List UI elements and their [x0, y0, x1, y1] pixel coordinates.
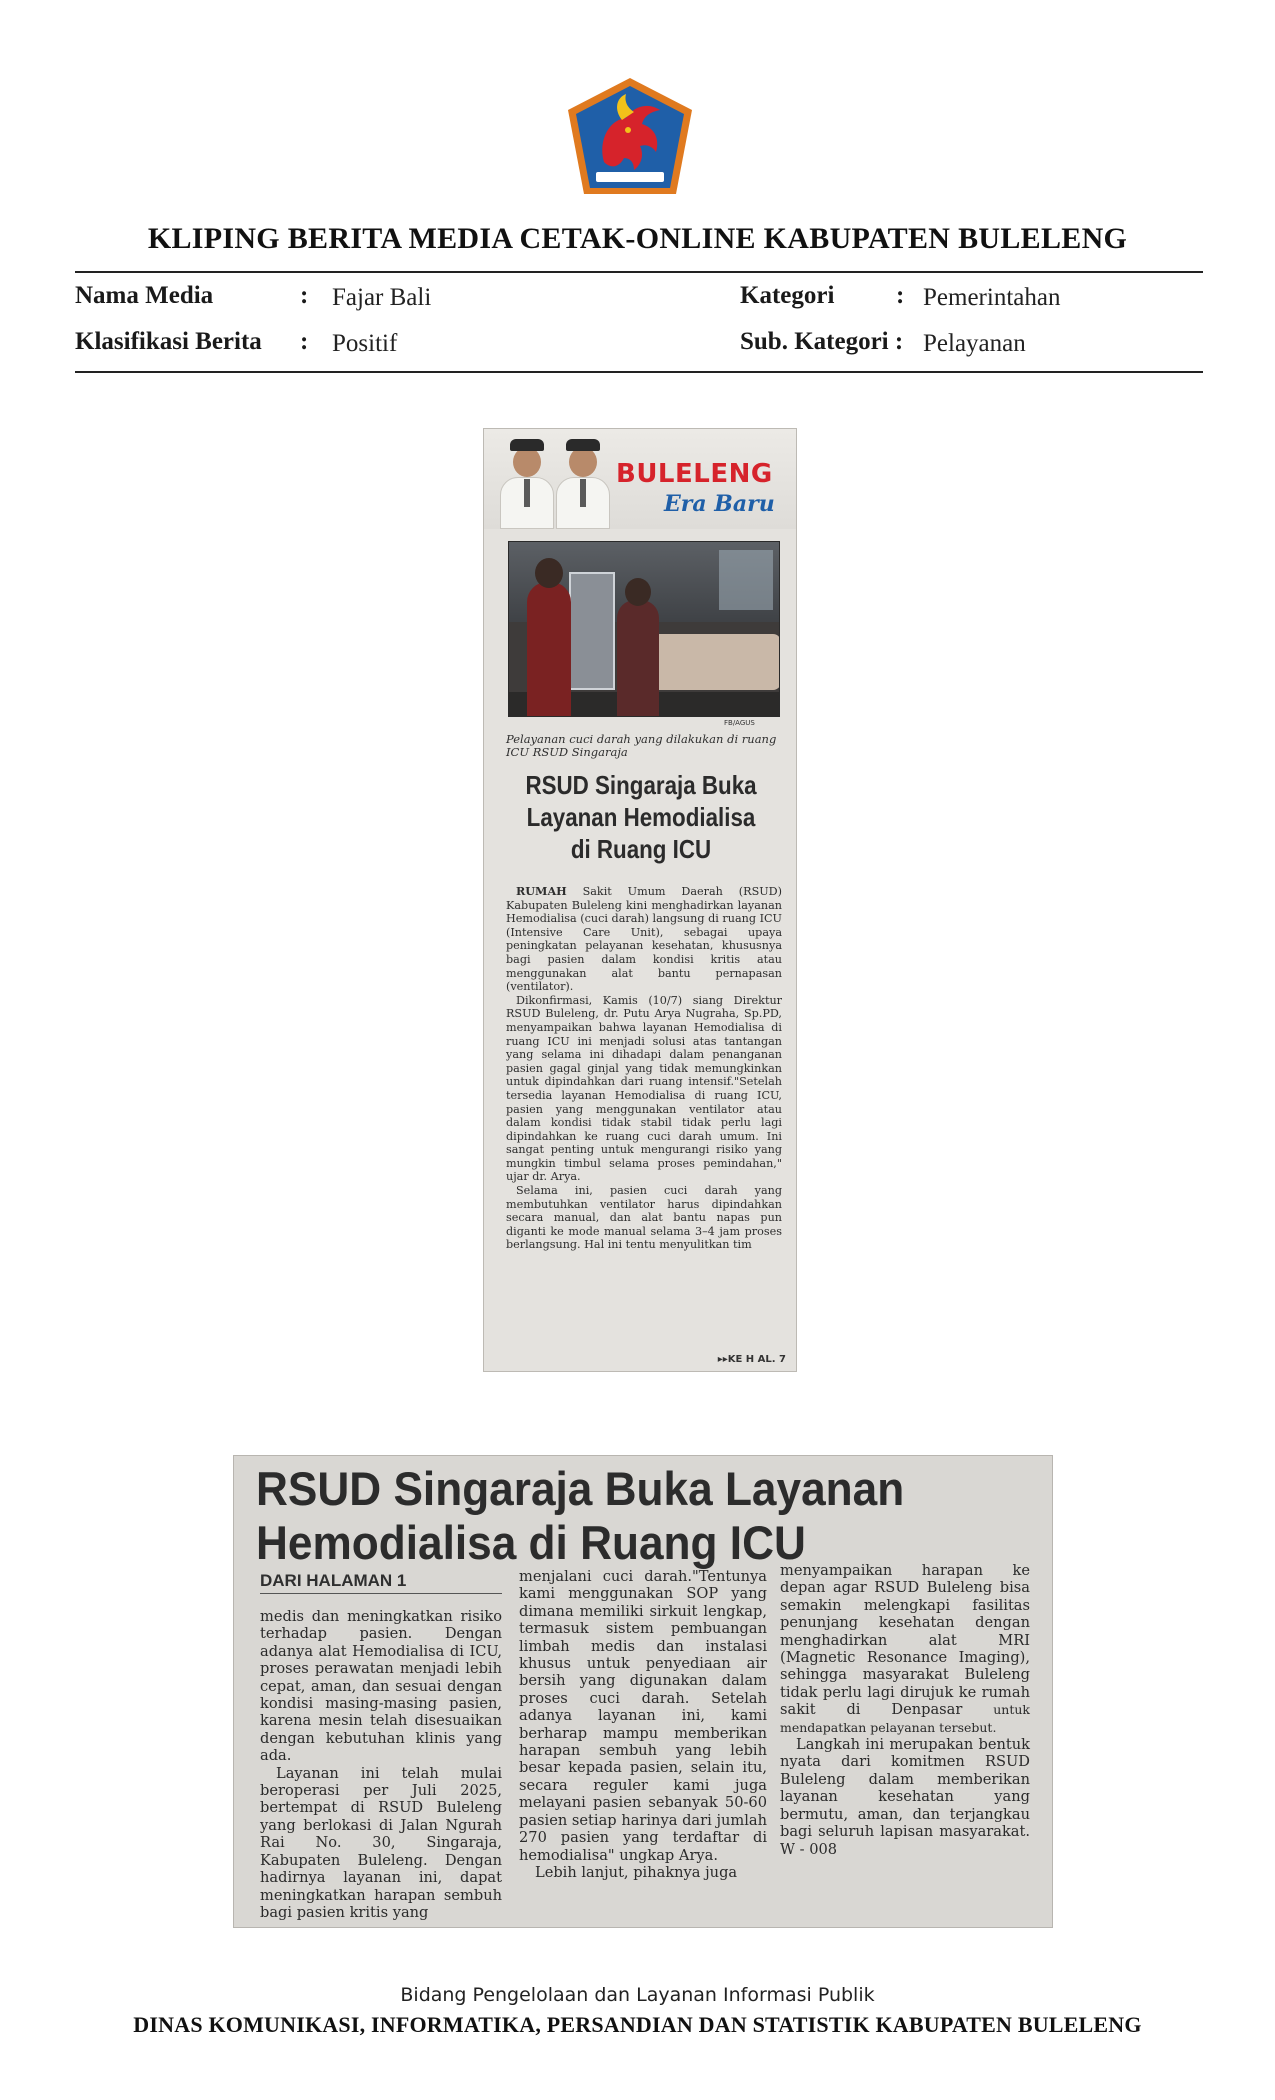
- kategori-label: Kategori: [740, 282, 835, 309]
- column-1-paragraph-2: Layanan ini telah mulai beroperasi per Juli 2025, bertempat di RSUD Buleleng yang berlokasi di Jalan Ngurah Rai No. 30, Singaraja, Kabupaten Buleleng. Dengan hadirnya layanan ini, dapat meningkatkan harapan sembuh bagi pasien kritis yang: [260, 1764, 502, 1921]
- masthead-subtitle: Era Baru: [664, 491, 775, 517]
- headline-line-2: Hemodialisa di Ruang ICU: [256, 1516, 806, 1569]
- article-headline: RSUD Singaraja Buka Layanan Hemodialisa di Ruang ICU: [525, 770, 757, 864]
- masthead-brand: BULELENG: [616, 459, 773, 489]
- newspaper-clipping-page-7: [233, 1455, 1053, 1928]
- klasifikasi-berita-separator: :: [300, 328, 309, 355]
- klasifikasi-berita-value: Positif: [332, 330, 398, 357]
- nama-media-value: Fajar Bali: [332, 284, 432, 311]
- nama-media-label: Nama Media: [75, 282, 214, 309]
- article-body: [506, 885, 782, 1252]
- continued-marker: ▸▸KE H AL. 7: [717, 1354, 786, 1365]
- icu-hemodialysis-photo: [508, 541, 780, 717]
- document-title: KLIPING BERITA MEDIA CETAK-ONLINE KABUPATEN BULELENG: [147, 222, 1128, 255]
- column-3-paragraph-1: menyampaikan harapan ke depan agar RSUD Buleleng bisa semakin melengkapi fasilitas penunjang kesehatan dengan menghadirkan alat MRI (Magnetic Resonance Imaging), sehingga masyarakat Buleleng tidak perlu lagi dirujuk ke rumah sakit di Denpasar: [780, 1562, 1030, 1719]
- column-3-small-text: untuk mendapatkan pelayanan tersebut.: [780, 1702, 1030, 1735]
- from-page-label: DARI HALAMAN 1: [260, 1571, 407, 1590]
- header-divider-bottom: [75, 371, 1203, 373]
- lead-word: RUMAH: [516, 884, 567, 898]
- column-2-paragraph-2: Lebih lanjut, pihaknya juga: [535, 1863, 738, 1881]
- footer-agency: DINAS KOMUNIKASI, INFORMATIKA, PERSANDIAN DAN STATISTIK KABUPATEN BULELENG: [133, 2012, 1142, 2037]
- nama-media-separator: :: [300, 282, 309, 309]
- kategori-separator: :: [896, 282, 905, 309]
- sub-kategori-label: Sub. Kategori :: [740, 328, 904, 355]
- headline-line-1: RSUD Singaraja Buka Layanan: [256, 1462, 905, 1515]
- article-paragraph-2: Dikonfirmasi, Kamis (10/7) siang Direktur RSUD Buleleng, dr. Putu Arya Nugraha, Sp.PD, menyampaikan bahwa layanan Hemodialisa di ruang ICU ini menjadi solusi atas tantangan yang selama ini dihadapi dalam penanganan pasien gagal ginjal yang tidak memungkinkan untuk dipindahkan dari ruang intensif."Setelah tersedia layanan Hemodialisa di ruang ICU, pasien yang menggunakan ventilator atau dalam kondisi tidak stabil tidak perlu lagi dipindahkan ke ruang cuci darah umum. Ini sangat penting untuk mengurangi risiko yang mungkin timbul selama proses pemindahan," ujar dr. Arya.: [506, 993, 782, 1184]
- article-column-3: [780, 1562, 1030, 1858]
- header-divider-top: [75, 271, 1203, 273]
- column-3-paragraph-2: Langkah ini merupakan bentuk nyata dari komitmen RSUD Buleleng dalam memberikan layanan kesehatan yang bermutu, aman, dan terjangkau bagi seluruh lapisan masyarakat. W - 008: [780, 1736, 1030, 1858]
- continuation-headline: [256, 1462, 970, 1570]
- photo-caption: Pelayanan cuci darah yang dilakukan di ruang ICU RSUD Singaraja: [506, 732, 777, 759]
- footer-division: Bidang Pengelolaan dan Layanan Informasi Publik: [400, 1984, 875, 2006]
- article-column-1: [260, 1608, 502, 1921]
- newspaper-clipping-page-1: [483, 428, 797, 1372]
- buleleng-emblem-icon: [564, 76, 696, 200]
- masthead: [484, 429, 797, 529]
- photo-credit: FB/AGUS: [724, 719, 755, 727]
- kategori-value: Pemerintahan: [923, 284, 1061, 311]
- article-paragraph-3: Selama ini, pasien cuci darah yang membutuhkan ventilator harus dipindahkan secara manual, dan alat bantu napas pun diganti ke mode manual selama 3–4 jam proses berlangsung. Hal ini tentu menyulitkan tim: [506, 1184, 782, 1252]
- column-1-paragraph-1: medis dan meningkatkan risiko terhadap pasien. Dengan adanya alat Hemodialisa di ICU, proses perawatan menjadi lebih cepat, aman, dan sesuai dengan kondisi masing-masing pasien, karena mesin telah disesuaikan dengan kebutuhan klinis yang ada.: [260, 1608, 502, 1765]
- article-paragraph-1: Sakit Umum Daerah (RSUD) Kabupaten Buleleng kini menghadirkan layanan Hemodialisa (cuci darah) langsung di ruang ICU (Intensive Care Unit), sebagai upaya peningkatan pelayanan kesehatan, khususnya bagi pasien dalam kondisi kritis atau menggunakan alat bantu pernapasan (ventilator).: [506, 885, 782, 994]
- official-portrait-1: [496, 435, 558, 529]
- official-portrait-2: [552, 435, 614, 529]
- sub-kategori-value: Pelayanan: [923, 330, 1026, 357]
- article-column-2: [519, 1568, 767, 1881]
- klasifikasi-berita-label: Klasifikasi Berita: [75, 328, 262, 355]
- column-2-paragraph-1: menjalani cuci darah."Tentunya kami menggunakan SOP yang dimana memiliki sirkuit lengkap, termasuk sistem pembuangan limbah medis dan instalasi khusus untuk penyediaan air bersih yang digunakan dalam proses cuci darah. Setelah adanya layanan ini, kami berharap mampu memberikan harapan sembuh yang lebih besar kepada pasien, selain itu, secara reguler kami juga melayani pasien sebanyak 50-60 pasien setiap harinya dari jumlah 270 pasien yang terdaftar di hemodialisa" ungkap Arya.: [519, 1568, 767, 1864]
- from-page-rule: [260, 1593, 502, 1594]
